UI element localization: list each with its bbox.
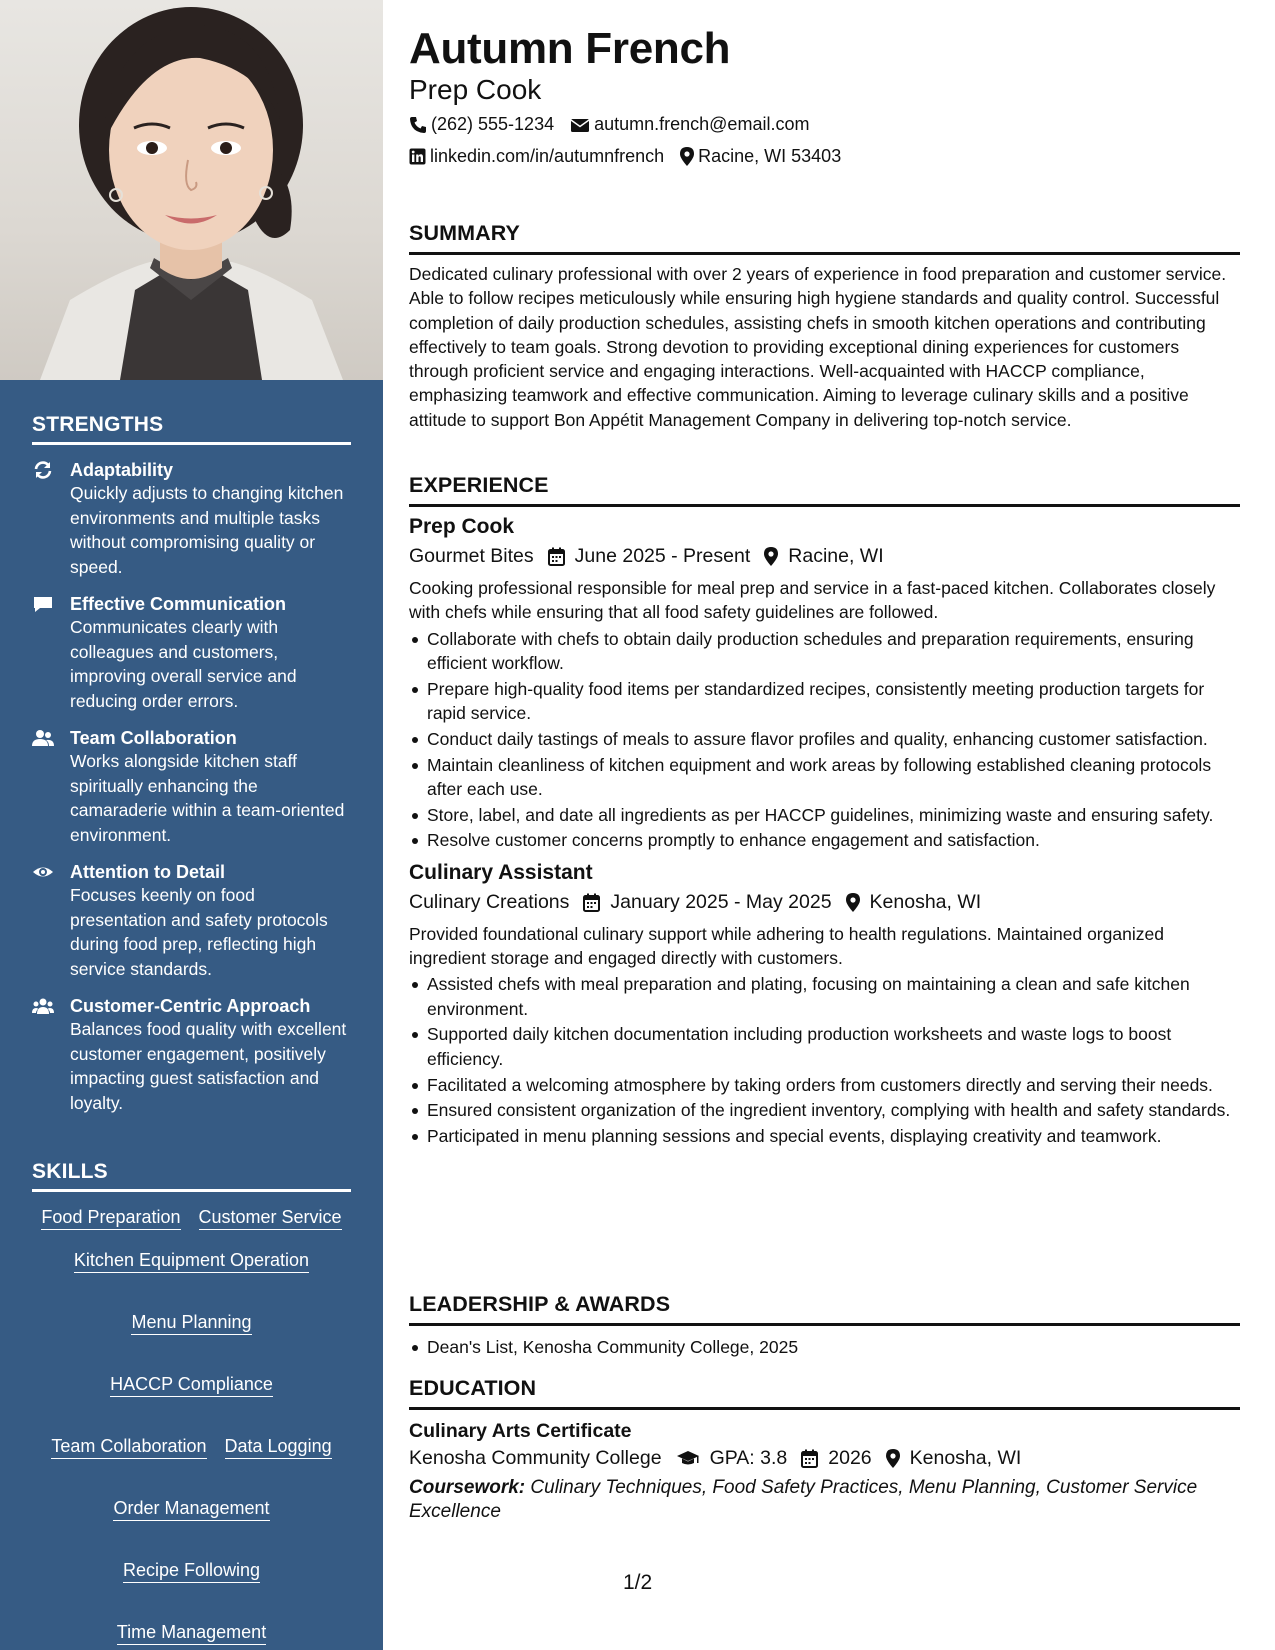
skill-tag: Recipe Following [123,1559,260,1583]
bullet-item: Assisted chefs with meal preparation and plating, focusing on maintaining a clean and safe kitchen environment. [409,972,1240,1021]
skill-tag: Time Management [117,1621,266,1645]
location-item [680,146,841,167]
calendar-icon [583,893,600,912]
refresh-icon [32,461,54,479]
strength-item [32,593,351,713]
strength-item [32,861,351,981]
skills-title: SKILLS [32,1160,351,1192]
summary-title: SUMMARY [409,221,1240,255]
job-entry [409,515,1240,853]
bullet-item: Ensured consistent organization of the ingredient inventory, complying with health and safety standards. [409,1098,1240,1122]
phone-text: (262) 555-1234 [431,114,555,134]
linkedin-item[interactable] [409,146,664,167]
linkedin-text[interactable]: linkedin.com/in/autumnfrench [430,146,665,166]
job-bullets [409,972,1240,1148]
summary-text: Dedicated culinary professional with over 2 years of experience in food preparation and customer service. Able to follow recipes meticulously while ensuring high hygiene standards and quality control. Successful completion of daily production schedules, assisting chefs in smooth kitchen operations and contributing effectively to team goals. Strong devotion to providing exceptional dining experiences for customers through proficient service and engaging interactions. Well-acquainted with HACCP compliance, emphasizing teamwork and effective communication. Aiming to leverage culinary skills and a positive attitude to support Bon Appétit Management Company in delivering top-notch service. [409,264,1227,430]
users-icon [32,729,54,747]
eye-icon [32,863,54,881]
education-location: Kenosha, WI [909,1447,1022,1469]
job-description: Provided foundational culinary support while adhering to health regulations. Maintained organized ingredient storage and engaged directly with customers. [409,923,1164,969]
contact-row [409,114,825,135]
bullet-item: Prepare high-quality food items per standardized recipes, consistently meeting production targets for rapid service. [409,677,1240,726]
skills-section [32,1160,351,1645]
email-item[interactable] [570,114,809,135]
bullet-item: Supported daily kitchen documentation including production worksheets and waste logs to boost efficiency. [409,1022,1240,1071]
job-title: Culinary Assistant [409,860,593,884]
education-title: EDUCATION [409,1376,1240,1410]
coursework-label: Coursework: [409,1477,526,1498]
strength-desc: Balances food quality with excellent customer engagement, positively impacting guest satisfaction and loyalty. [70,1019,347,1113]
experience-title: EXPERIENCE [409,473,1240,507]
job-location: Racine, WI [788,545,884,567]
job-description: Cooking professional responsible for meal prep and service in a fast-paced kitchen. Collaborates closely with chefs while ensuring that all food safety guidelines are followed. [409,578,1216,623]
job-location: Kenosha, WI [869,890,982,913]
skill-tag: Menu Planning [131,1311,251,1335]
map-pin-icon [886,1449,900,1468]
strength-item [32,459,351,579]
bullet-item: Collaborate with chefs to obtain daily production schedules and preparation requirements, ensuring efficient workflow. [409,627,1240,676]
company-name: Gourmet Bites [409,545,534,567]
education-section [409,1376,1240,1524]
skill-tag: Food Preparation [41,1206,180,1230]
skills-list [32,1206,351,1645]
company-name: Culinary Creations [409,890,570,913]
strength-item [32,995,351,1115]
map-pin-icon [846,893,860,912]
bullet-item: Facilitated a welcoming atmosphere by taking orders from customers directly and serving their needs. [409,1073,1240,1097]
map-pin-icon [764,547,778,566]
page-number: 1/2 [623,1571,653,1594]
job-dates: June 2025 - Present [574,545,751,567]
strength-item [32,727,351,847]
bullet-item: Resolve customer concerns promptly to enhance engagement and satisfaction. [409,828,1240,852]
graduation-cap-icon [676,1450,700,1467]
awards-title: LEADERSHIP & AWARDS [409,1292,1240,1326]
job-meta [409,545,1240,568]
strength-title: Effective Communication [70,594,287,614]
job-meta [409,891,1240,914]
job-dates: January 2025 - May 2025 [610,890,832,913]
skill-tag: Team Collaboration [51,1435,206,1459]
strength-title: Adaptability [70,460,174,480]
strength-desc: Works alongside kitchen staff spiritually enhancing the camaraderie within a team-oriented environment. [70,751,345,845]
awards-section [409,1292,1240,1361]
experience-section [409,473,1240,1150]
skill-tag: Kitchen Equipment Operation [74,1249,309,1273]
strengths-section [32,413,351,1115]
sidebar [0,0,383,1650]
group-icon [32,997,54,1015]
awards-list [409,1335,1240,1359]
bullet-item: Maintain cleanliness of kitchen equipment and work areas by following established cleaning protocols after each use. [409,753,1240,802]
skill-tag: HACCP Compliance [110,1373,273,1397]
email-text[interactable]: autumn.french@email.com [594,114,810,134]
bullet-item: Store, label, and date all ingredients as per HACCP guidelines, minimizing waste and ensuring safety. [409,803,1240,827]
school-name: Kenosha Community College [409,1447,662,1469]
strength-title: Team Collaboration [70,728,237,748]
envelope-icon [570,117,590,133]
skill-tag: Data Logging [225,1435,332,1459]
coursework-text: Culinary Techniques, Food Safety Practices, Menu Planning, Customer Service Excellence [409,1477,1198,1522]
candidate-role: Prep Cook [409,74,542,105]
strengths-title: STRENGTHS [32,413,351,445]
summary-section [409,221,1240,432]
strength-desc: Communicates clearly with colleagues and customers, improving overall service and reducing order errors. [70,617,297,711]
degree-title: Culinary Arts Certificate [409,1420,632,1442]
strength-title: Attention to Detail [70,862,225,882]
bullet-item: Conduct daily tastings of meals to assure flavor profiles and quality, enhancing customer satisfaction. [409,727,1240,751]
strength-title: Customer-Centric Approach [70,996,311,1016]
phone-item [409,114,554,135]
award-item: Dean's List, Kenosha Community College, 2025 [409,1335,1240,1359]
bullet-item: Participated in menu planning sessions and special events, displaying creativity and teamwork. [409,1124,1240,1148]
profile-photo [0,0,383,380]
candidate-name: Autumn French [409,24,731,73]
strength-desc: Focuses keenly on food presentation and safety protocols during food prep, reflecting high service standards. [70,885,328,979]
phone-icon [409,116,427,134]
coursework [409,1476,1240,1524]
skill-tag: Order Management [113,1497,269,1521]
education-meta [409,1447,1240,1470]
map-pin-icon [680,147,694,166]
job-bullets [409,627,1240,853]
job-title: Prep Cook [409,515,515,538]
education-year: 2026 [828,1447,872,1469]
gpa-text: GPA: 3.8 [709,1447,788,1469]
job-entry [409,861,1240,1149]
location-text: Racine, WI 53403 [698,146,842,166]
calendar-icon [548,547,565,566]
contact-row-2 [409,146,857,167]
linkedin-icon [409,148,426,165]
comment-icon [32,595,54,613]
calendar-icon [801,1449,818,1468]
strength-desc: Quickly adjusts to changing kitchen environments and multiple tasks without compromising quality or speed. [70,483,344,577]
skill-tag: Customer Service [199,1206,342,1230]
